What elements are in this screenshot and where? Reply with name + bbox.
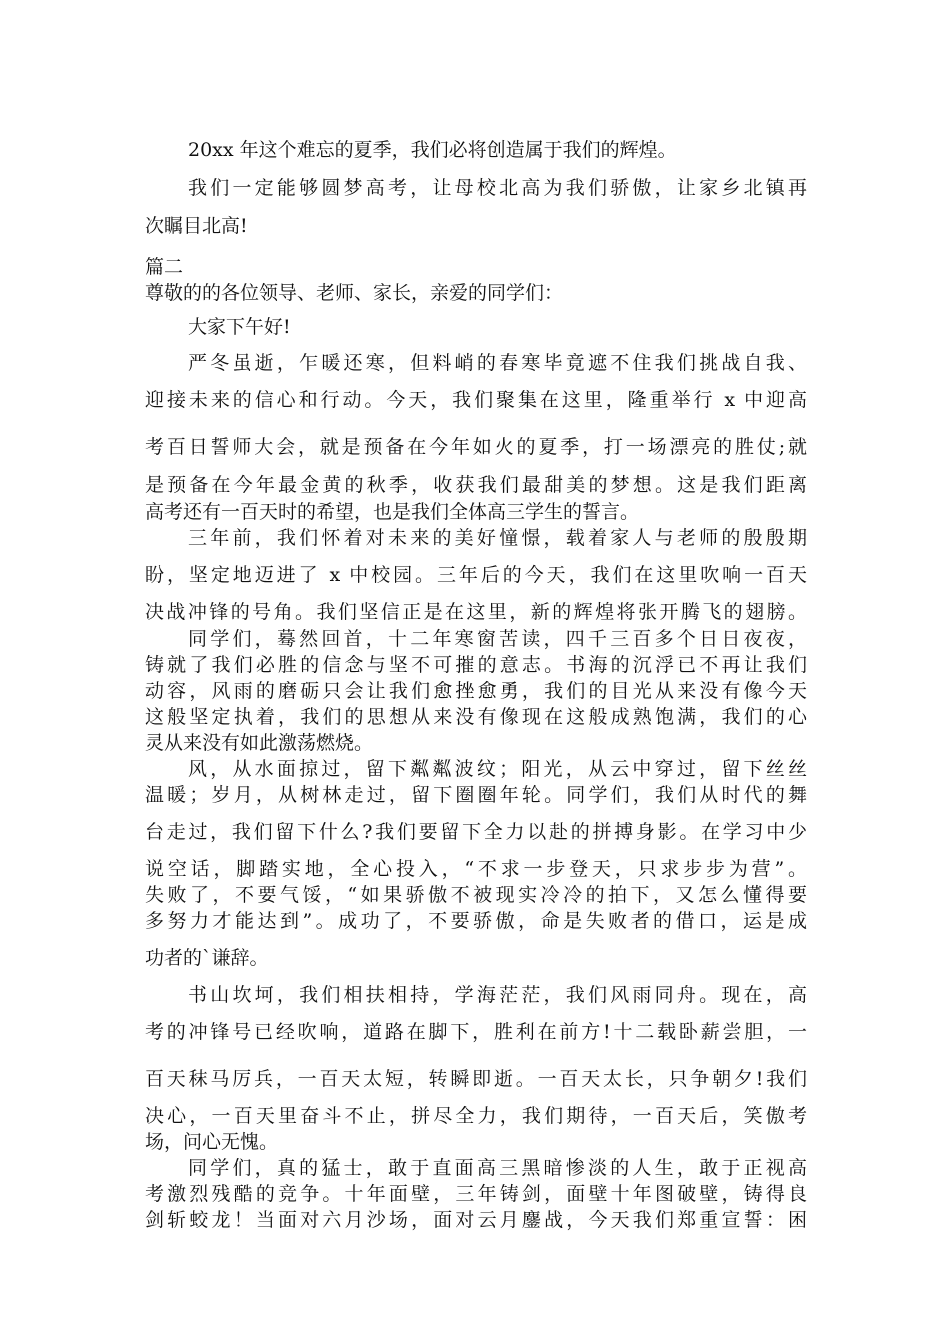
text-line: 动容，风雨的磨砺只会让我们愈挫愈勇，我们的目光从来没有像今天 [145,680,807,702]
text-line: 考的冲锋号已经吹响，道路在脚下，胜利在前方!十二载卧薪尝胆，一 [145,1021,807,1043]
text-line: 功者的`谦辞。 [145,947,269,969]
text-line: 说空话，脚踏实地，全心投入，“不求一步登天，只求步步为营”。 [145,858,807,880]
text-line: 迎接未来的信心和行动。今天，我们聚集在这里，隆重举行 x 中迎高 [145,389,807,411]
text-line: 高考还有一百天时的希望，也是我们全体高三学生的誓言。 [145,501,640,523]
text-line: 严冬虽逝，乍暖还寒，但料峭的春寒毕竟遮不住我们挑战自我、 [188,352,807,374]
text-line: 大家下午好! [188,316,291,338]
text-line: 三年前，我们怀着对未来的美好憧憬，载着家人与老师的殷殷期 [188,527,807,549]
text-line: 台走过，我们留下什么?我们要留下全力以赴的拼搏身影。在学习中少 [145,821,807,843]
text-line: 铸就了我们必胜的信念与坚不可摧的意志。书海的沉浮已不再让我们 [145,654,807,676]
text-line: 盼，坚定地迈进了 x 中校园。三年后的今天，我们在这里吹响一百天 [145,564,807,586]
text-line: 我们一定能够圆梦高考，让母校北高为我们骄傲，让家乡北镇再 [188,177,807,199]
text-line: 百天秣马厉兵，一百天太短，转瞬即逝。一百天太长，只争朝夕!我们 [145,1068,807,1090]
text-line: 失败了，不要气馁，“如果骄傲不被现实冷冷的拍下，又怎么懂得要 [145,884,807,906]
text-line: 风，从水面掠过，留下粼粼波纹；阳光，从云中穿过，留下丝丝 [188,758,807,780]
text-line: 决心，一百天里奋斗不止，拼尽全力，我们期待，一百天后，笑傲考 [145,1105,807,1127]
text-line: 灵从来没有如此激荡燃烧。 [145,732,374,754]
text-line: 场，问心无愧。 [145,1131,279,1153]
text-line: 决战冲锋的号角。我们坚信正是在这里，新的辉煌将张开腾飞的翅膀。 [145,601,807,623]
text-line: 温暖；岁月，从树林走过，留下圈圈年轮。同学们，我们从时代的舞 [145,784,807,806]
text-line: 同学们，蓦然回首，十二年寒窗苦读，四千三百多个日日夜夜， [188,628,807,650]
salutation: 尊敬的的各位领导、老师、家长，亲爱的同学们： [145,282,564,304]
text-line: 剑斩蛟龙！当面对六月沙场，面对云月鏖战，今天我们郑重宣誓：困 [145,1209,807,1231]
text-line: 20xx 年这个难忘的夏季，我们必将创造属于我们的辉煌。 [188,139,677,161]
text-line: 次瞩目北高! [145,215,248,237]
text-line: 同学们，真的猛士，敢于直面高三黑暗惨淡的人生，敢于正视高 [188,1157,807,1179]
text-line: 这般坚定执着，我们的思想从来没有像现在这般成熟饱满，我们的心 [145,706,807,728]
section-heading: 篇二 [145,256,184,278]
text-line: 书山坎坷，我们相扶相持，学海茫茫，我们风雨同舟。现在，高 [188,984,807,1006]
text-line: 考百日誓师大会，就是预备在今年如火的夏季，打一场漂亮的胜仗;就 [145,436,807,458]
text-line: 多努力才能达到”。成功了，不要骄傲，命是失败者的借口，运是成 [145,910,807,932]
text-line: 是预备在今年最金黄的秋季，收获我们最甜美的梦想。这是我们距离 [145,474,807,496]
text-line: 考激烈残酷的竞争。十年面壁，三年铸剑，面壁十年图破壁，铸得良 [145,1183,807,1205]
